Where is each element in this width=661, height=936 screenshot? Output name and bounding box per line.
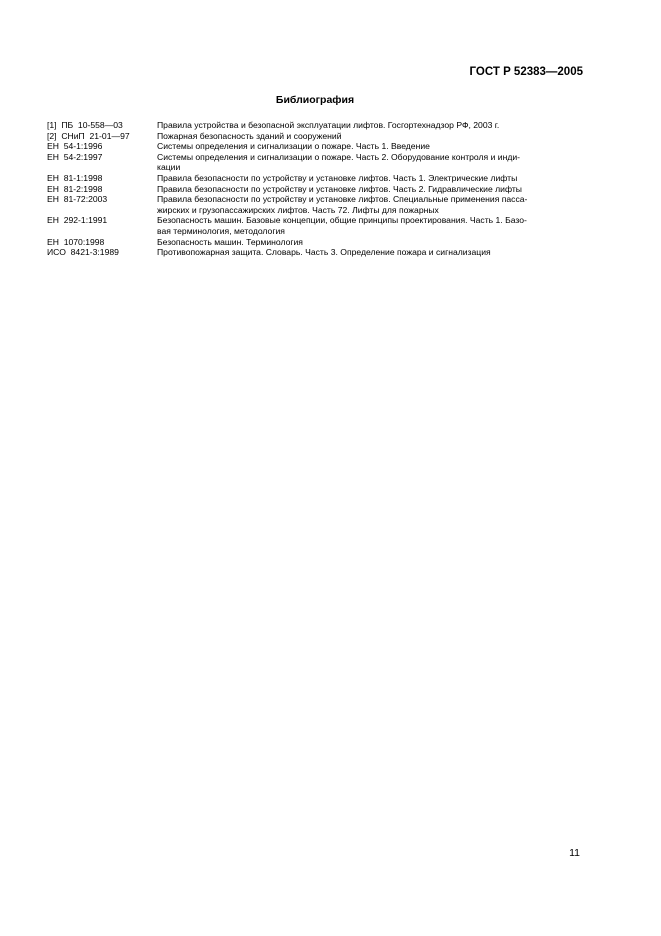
description-line: Безопасность машин. Базовые концепции, общие принципы проектирования. Часть 1. Базо- xyxy=(157,215,527,226)
bibliography-code: ЕН 81-2:1998 xyxy=(47,183,103,194)
bibliography-entry xyxy=(47,237,587,248)
bibliography-code: [2] СНиП 21-01—97 xyxy=(47,130,130,141)
bibliography-entry xyxy=(47,184,587,195)
description-line: Правила устройства и безопасной эксплуатации лифтов. Госгортехнадзор РФ, 2003 г. xyxy=(157,120,500,130)
bibliography-description xyxy=(157,131,587,142)
description-line: Безопасность машин. Терминология xyxy=(157,236,303,247)
bibliography-description xyxy=(157,184,587,195)
bibliography-entry xyxy=(47,247,587,258)
bibliography-code: ЕН 54-1:1996 xyxy=(47,141,103,152)
bibliography-description xyxy=(157,152,587,173)
bibliography-description xyxy=(157,215,587,236)
description-line: вая терминология, методология xyxy=(157,225,285,236)
description-line: кации xyxy=(157,162,181,173)
bibliography-code: ЕН 292-1:1991 xyxy=(47,215,108,226)
description-line: Противопожарная защита. Словарь. Часть 3. Определение пожара и сигнализация xyxy=(157,247,491,258)
bibliography-code: ЕН 81-72:2003 xyxy=(47,194,108,205)
bibliography-code: ЕН 1070:1998 xyxy=(47,236,105,247)
bibliography-code: [1] ПБ 10-558—03 xyxy=(47,120,123,130)
bibliography-entry xyxy=(47,215,587,236)
bibliography-description xyxy=(157,120,587,131)
description-line: Системы определения и сигнализации о пожаре. Часть 2. Оборудование контроля и инди- xyxy=(157,151,520,162)
description-line: Системы определения и сигнализации о пожаре. Часть 1. Введение xyxy=(157,141,430,152)
description-line: Пожарная безопасность зданий и сооружений xyxy=(157,130,342,141)
bibliography-list xyxy=(47,120,587,258)
bibliography-code: ИСО 8421-3:1989 xyxy=(47,247,119,258)
description-line: Правила безопасности по устройству и установке лифтов. Часть 1. Электрические лифты xyxy=(157,172,518,183)
section-title: Библиография xyxy=(275,94,355,106)
bibliography-entry xyxy=(47,141,587,152)
bibliography-entry xyxy=(47,173,587,184)
bibliography-description xyxy=(157,237,587,248)
bibliography-code: ЕН 81-1:1998 xyxy=(47,172,103,183)
bibliography-entry xyxy=(47,194,587,215)
bibliography-code: ЕН 54-2:1997 xyxy=(47,151,103,162)
bibliography-description xyxy=(157,141,587,152)
document-code: ГОСТ Р 52383—2005 xyxy=(469,66,583,78)
description-line: жирских и грузопассажирских лифтов. Часть 72. Лифты для пожарных xyxy=(157,204,439,215)
bibliography-description xyxy=(157,247,587,258)
bibliography-entry xyxy=(47,131,587,142)
page-number: 11 xyxy=(569,847,580,859)
bibliography-description xyxy=(157,194,587,215)
bibliography-description xyxy=(157,173,587,184)
bibliography-entry xyxy=(47,120,587,131)
description-line: Правила безопасности по устройству и установке лифтов. Специальные применения пасса- xyxy=(157,194,528,205)
description-line: Правила безопасности по устройству и установке лифтов. Часть 2. Гидравлические лифты xyxy=(157,183,522,194)
bibliography-entry xyxy=(47,152,587,173)
